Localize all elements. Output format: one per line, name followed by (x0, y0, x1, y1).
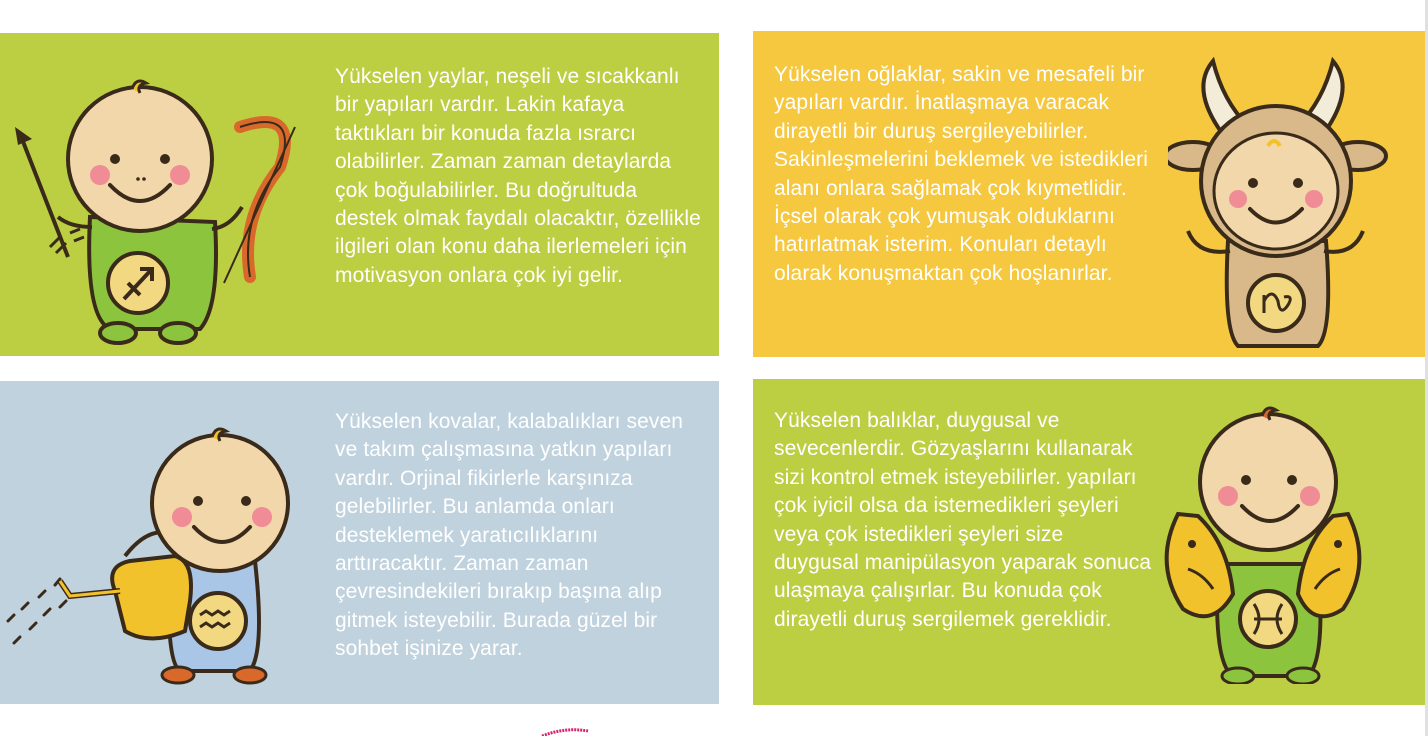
capricorn-description: Yükselen oğlaklar, sakin ve mesafeli bir yapıları vardır. İnatlaşmaya varacak dirayetli bir duruş sergileyebilirler. Sakinleşmelerini beklemek ve istedikleri alanı onlara sağlamak çok kıymetlidir. İçsel olarak çok yumuşak olduklarını hatırlatmak isterim. Konuları detaylı olarak konuşmaktan çok hoşlanırlar. (774, 63, 1148, 285)
sagittarius-baby-illustration (10, 47, 310, 347)
capricorn-baby-illustration (1168, 51, 1388, 351)
sagittarius-card (0, 33, 719, 356)
aquarius-description: Yükselen kovalar, kalabalıkları seven ve takım çalışmasına yatkın yapıları vardır. Orjinal fikirlerle karşınıza gelebilirler. Bu anlamda onları desteklemek yaratıcılıklarını arttıracaktır. Zaman zaman çevresindekileri bırakıp başına alıp gitmek isteyebilir. Burada güzel bir sohbet işinize yarar. (335, 410, 684, 661)
capricorn-card (753, 31, 1428, 357)
aquarius-card (0, 381, 719, 704)
logo-fragment-icon (540, 727, 600, 736)
pisces-description: Yükselen balıklar, duygusal ve sevecenlerdir. Gözyaşlarını kullanarak sizi kontrol etmek isteyebilirler. yapıları çok iyicil olsa da istemedikleri şeyleri veya çok istedikleri şeyleri size duygusal manipülasyon yaparak sonuca ulaşmaya çalışırlar. Bu konuda çok dirayetli duruş sergilemek gereklidir. (774, 409, 1152, 631)
aquarius-baby-illustration (0, 401, 310, 691)
pisces-card (753, 379, 1428, 705)
pisces-baby-illustration (1158, 394, 1378, 684)
sagittarius-description: Yükselen yaylar, neşeli ve sıcakkanlı bir yapıları vardır. Lakin kafaya taktıkları bir konuda fazla ısrarcı olabilirler. Zaman zaman detaylarda çok boğulabilirler. Bu doğrultuda destek olmak faydalı olacaktır, özellikle ilgileri olan konu daha ilerlemeleri için motivasyon onlara çok iyi gelir. (335, 65, 701, 287)
